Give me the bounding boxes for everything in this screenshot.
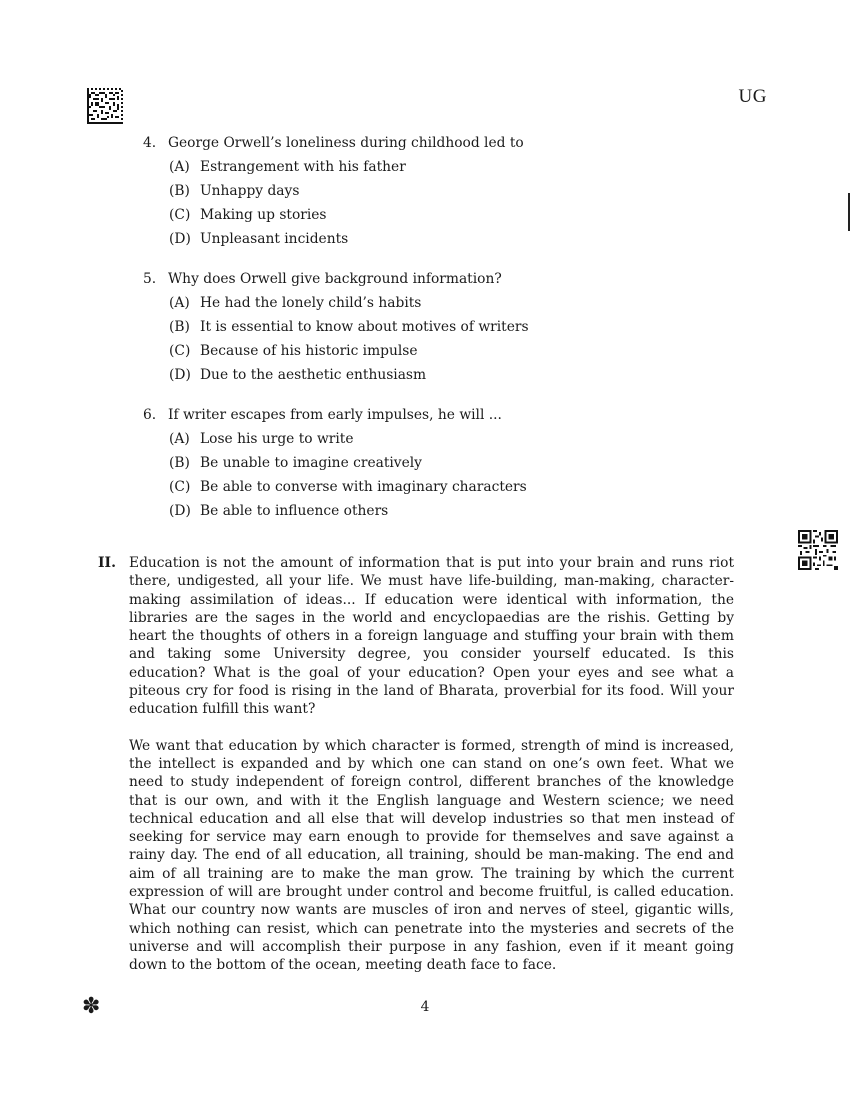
option-letter: (A) bbox=[169, 295, 190, 311]
option-letter: (A) bbox=[169, 159, 190, 175]
option-text: Unpleasant incidents bbox=[200, 231, 349, 247]
question-5 bbox=[143, 267, 703, 387]
option-d bbox=[143, 499, 703, 523]
question-6 bbox=[143, 403, 703, 523]
option-c bbox=[143, 339, 703, 363]
question-stem bbox=[143, 403, 703, 427]
question-text: George Orwell’s loneliness during childhood led to bbox=[168, 135, 524, 151]
option-a bbox=[143, 427, 703, 451]
option-text: Be able to converse with imaginary characters bbox=[200, 479, 527, 495]
question-stem bbox=[143, 131, 703, 155]
option-letter: (B) bbox=[169, 319, 190, 335]
option-text: He had the lonely child’s habits bbox=[200, 295, 422, 311]
passage-paragraph-2: We want that education by which character is formed, strength of mind is increased, the intellect is expanded and by which one can stand on one’s own feet. What we need to study independent of foreign control, different branches of the knowledge that is our own, and with it the English language and Western science; we need technical education and all else that will develop industries so that men instead of seeking for service may earn enough to provide for themselves and save against a rainy day. The end of all education, all training, should be man-making. The end and aim of all training are to make the man grow. The training by which the current expression of will are brought under control and become fruitful, is called education. What our country now wants are muscles of iron and nerves of steel, gigantic wills, which nothing can resist, which can penetrate into the mysteries and secrets of the universe and will accomplish their purpose in any fashion, even if it meant going down to the bottom of the ocean, meeting death face to face. bbox=[129, 737, 734, 974]
passage-paragraph-1: Education is not the amount of information that is put into your brain and runs riot there, undigested, all your life. We must have life-building, man-making, character-making assimilation of ideas... If education were identical with information, the libraries are the sages in the world and encyclopaedias are the rishis. Getting by heart the thoughts of others in a foreign language and stuffing your brain with them and taking some University degree, you consider yourself educated. Is this education? What is the goal of your education? Open your eyes and see what a piteous cry for food is rising in the land of Bharata, proverbial for its food. Will your education fulfill this want? bbox=[129, 555, 734, 718]
star-icon: ✽ bbox=[82, 994, 101, 1019]
option-text: Lose his urge to write bbox=[200, 431, 354, 447]
option-text: Because of his historic impulse bbox=[200, 343, 418, 359]
option-d bbox=[143, 227, 703, 251]
paper-code: UG bbox=[738, 86, 767, 107]
option-c bbox=[143, 475, 703, 499]
option-letter: (C) bbox=[169, 207, 191, 223]
option-letter: (C) bbox=[169, 479, 191, 495]
option-d bbox=[143, 363, 703, 387]
option-letter: (C) bbox=[169, 343, 191, 359]
question-number: 6. bbox=[143, 407, 157, 423]
option-text: Unhappy days bbox=[200, 183, 300, 199]
option-a bbox=[143, 155, 703, 179]
question-text: Why does Orwell give background information? bbox=[168, 271, 502, 287]
section-ii bbox=[98, 554, 734, 975]
option-letter: (B) bbox=[169, 183, 190, 199]
option-letter: (D) bbox=[169, 231, 191, 247]
question-number: 5. bbox=[143, 271, 157, 287]
mcq-questions bbox=[143, 131, 703, 539]
option-b bbox=[143, 315, 703, 339]
option-c bbox=[143, 203, 703, 227]
question-4 bbox=[143, 131, 703, 251]
option-letter: (A) bbox=[169, 431, 190, 447]
page-number: 4 bbox=[420, 999, 430, 1015]
question-stem bbox=[143, 267, 703, 291]
option-b bbox=[143, 179, 703, 203]
question-number: 4. bbox=[143, 135, 157, 151]
reading-passage bbox=[129, 554, 734, 975]
option-text: Be able to influence others bbox=[200, 503, 389, 519]
option-letter: (B) bbox=[169, 455, 190, 471]
option-text: Be unable to imagine creatively bbox=[200, 455, 422, 471]
datamatrix-barcode bbox=[87, 88, 123, 124]
option-letter: (D) bbox=[169, 503, 191, 519]
option-text: Due to the aesthetic enthusiasm bbox=[200, 367, 427, 383]
option-a bbox=[143, 291, 703, 315]
qr-code bbox=[798, 530, 838, 570]
option-text: It is essential to know about motives of writers bbox=[200, 319, 529, 335]
question-text: If writer escapes from early impulses, he will ... bbox=[168, 407, 502, 423]
option-b bbox=[143, 451, 703, 475]
option-letter: (D) bbox=[169, 367, 191, 383]
option-text: Estrangement with his father bbox=[200, 159, 406, 175]
option-text: Making up stories bbox=[200, 207, 327, 223]
section-number: II. bbox=[98, 555, 116, 571]
